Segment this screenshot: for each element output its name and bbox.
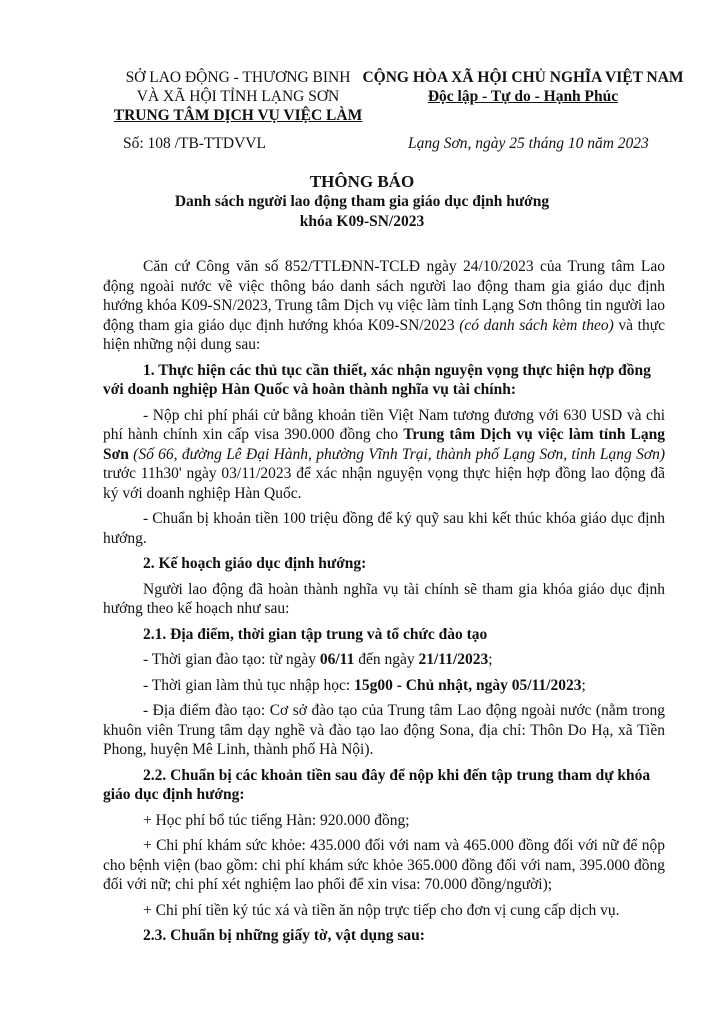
section-1-paragraph-2: - Chuẩn bị khoản tiền 100 triệu đồng để ký quỹ sau khi kết thúc khóa giáo dục định hướng. <box>103 510 665 547</box>
agency-line-3: TRUNG TÂM DỊCH VỤ VIỆC LÀM <box>113 107 363 124</box>
training-time-end: ; <box>488 651 493 668</box>
section-2-heading: 2. Kế hoạch giáo dục định hướng: <box>143 555 367 572</box>
document-subtitle-1: Danh sách người lao động tham gia giáo dục định hướng <box>174 193 550 210</box>
motto: Độc lập - Tự do - Hạnh Phúc <box>427 88 619 105</box>
enrollment-time-end: ; <box>581 676 586 694</box>
intro-paragraph <box>103 257 665 355</box>
fee-korean-tuition: + Học phí bổ túc tiếng Hàn: 920.000 đồng; <box>143 811 410 829</box>
fee-dormitory-meals: + Chi phí tiền ký túc xá và tiền ăn nộp trực tiếp cho đơn vị cung cấp dịch vụ. <box>143 901 620 919</box>
section-1-paragraph-1 <box>103 406 665 504</box>
enrollment-datetime: 15g00 - Chủ nhật, ngày 05/11/2023 <box>354 676 582 694</box>
training-time-mid: đến ngày <box>358 651 415 668</box>
training-end-date: 21/11/2023 <box>418 651 489 668</box>
training-time <box>103 650 665 670</box>
s1-p1-text: - Nộp chi phí phái cử bằng khoản tiền Việt Nam tương đương với 630 USD và chi phí hành chính xin cấp visa 390.000 đồng cho <box>103 406 665 443</box>
training-location: - Địa điểm đào tạo: Cơ sở đào tạo của Trung tâm Lao động ngoài nước (nằm trong khuôn viên Trung tâm dạy nghề và đào tạo lao động Sona, địa chỉ: Thôn Do Hạ, xã Tiền Phong, huyện Mê Linh, thành phố Hà Nội). <box>103 702 665 758</box>
section-1-heading: 1. Thực hiện các thủ tục cần thiết, xác nhận nguyện vọng thực hiện hợp đồng với doanh nghiệp Hàn Quốc và hoàn thành nghĩa vụ tài chính: <box>103 361 651 398</box>
agency-line-1: SỞ LAO ĐỘNG - THƯƠNG BINH <box>125 69 351 86</box>
agency-line-2: VÀ XÃ HỘI TỈNH LẠNG SƠN <box>136 88 340 105</box>
issuing-agency-block <box>88 68 388 125</box>
s1-p1-end: trước 11h30' ngày 03/11/2023 để xác nhận nguyện vọng thực hiện hợp đồng lao động đã ký với doanh nghiệp Hàn Quốc. <box>103 465 665 502</box>
intro-italic: (có danh sách kèm theo) <box>459 316 614 334</box>
document-subtitle-2: khóa K09-SN/2023 <box>299 213 425 230</box>
national-motto-block <box>358 68 688 106</box>
document-title: THÔNG BÁO <box>309 172 415 191</box>
s1-p1-bold: Trung tâm Dịch vụ việc làm tỉnh Lạng Sơn <box>103 426 666 463</box>
section-2-1-heading: 2.1. Địa điểm, thời gian tập trung và tổ chức đào tạo <box>143 625 488 643</box>
section-2-paragraph-1: Người lao động đã hoàn thành nghĩa vụ tài chính sẽ tham gia khóa giáo dục định hướng theo kế hoạch như sau: <box>103 580 665 617</box>
document-title-block <box>120 172 604 232</box>
document-number: Số: 108 /TB-TTDVVL <box>123 135 266 152</box>
s1-p1-italic: (Số 66, đường Lê Đại Hành, phường Vĩnh Trại, thành phố Lạng Sơn, tỉnh Lạng Sơn) <box>133 445 665 463</box>
intro-text: Căn cứ Công văn số 852/TTLĐNN-TCLĐ ngày 24/10/2023 của Trung tâm Lao động ngoài nước về việc thông báo danh sách người lao động tham gia giáo dục định hướng khóa K09-SN/2023, Trung tâm Dịch vụ việc làm tỉnh Lạng Sơn thông tin người lao động tham gia giáo dục định hướng khóa K09-SN/2023 <box>103 258 665 334</box>
section-2-2-heading: 2.2. Chuẩn bị các khoản tiền sau đây để nộp khi đến tập trung tham dự khóa giáo dục định hướng: <box>103 766 651 803</box>
country-name: CỘNG HÒA XÃ HỘI CHỦ NGHĨA VIỆT NAM <box>362 69 684 86</box>
section-2-3-heading: 2.3. Chuẩn bị những giấy tờ, vật dụng sau: <box>143 927 425 944</box>
fee-health-check: + Chi phí khám sức khỏe: 435.000 đối với nam và 465.000 đồng đối với nữ để nộp cho bệnh viện (bao gồm: chi phí khám sức khỏe 365.000 đồng đối với nam, 395.000 đồng đối với nữ; chi phí xét nghiệm lao phổi để xin visa: 70.000 đồng/người); <box>103 837 665 893</box>
enrollment-time-label: - Thời gian làm thủ tục nhập học: <box>143 676 351 694</box>
place-date: Lạng Sơn, ngày 25 tháng 10 năm 2023 <box>408 135 649 152</box>
document-body <box>103 257 665 952</box>
training-start-date: 06/11 <box>319 651 355 668</box>
intro-end: và thực hiện những nội dung sau: <box>103 316 666 353</box>
training-time-label: - Thời gian đào tạo: từ ngày <box>143 651 316 668</box>
enrollment-time <box>103 676 665 696</box>
